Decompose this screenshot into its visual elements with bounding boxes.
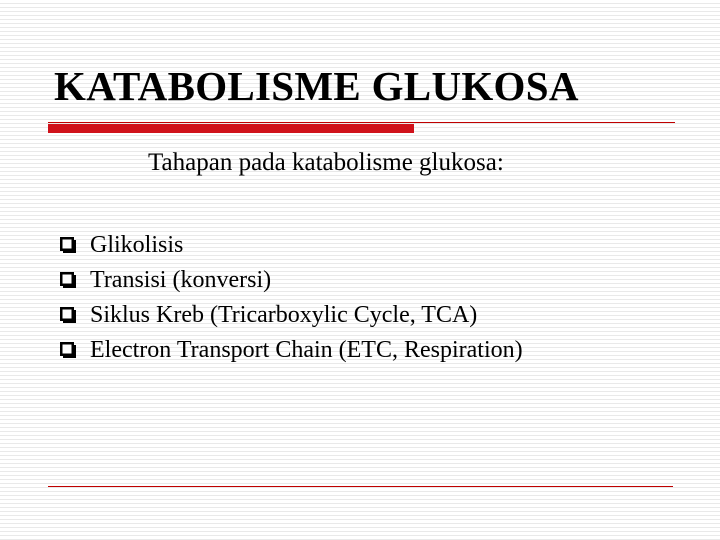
list-item: [60, 298, 523, 333]
list-item: [60, 333, 523, 368]
hollow-square-bullet-icon: [60, 307, 77, 324]
list-item-label: Glikolisis: [90, 232, 184, 258]
title-divider-accent: [48, 124, 414, 133]
list-item-label: Siklus Kreb (Tricarboxylic Cycle, TCA): [90, 302, 478, 328]
hollow-square-bullet-icon: [60, 237, 77, 254]
list-item-label: Transisi (konversi): [90, 267, 272, 293]
list-item: [60, 228, 523, 263]
list-item: [60, 263, 523, 298]
list-item-label: Electron Transport Chain (ETC, Respiration): [90, 337, 523, 363]
slide-subtitle: Tahapan pada katabolisme glukosa:: [148, 149, 504, 176]
hollow-square-bullet-icon: [60, 342, 77, 359]
hollow-square-bullet-icon: [60, 272, 77, 289]
slide-title: KATABOLISME GLUKOSA: [54, 63, 579, 109]
bullet-list: [60, 228, 523, 368]
title-divider-thin: [48, 122, 675, 123]
footer-divider: [48, 486, 673, 487]
